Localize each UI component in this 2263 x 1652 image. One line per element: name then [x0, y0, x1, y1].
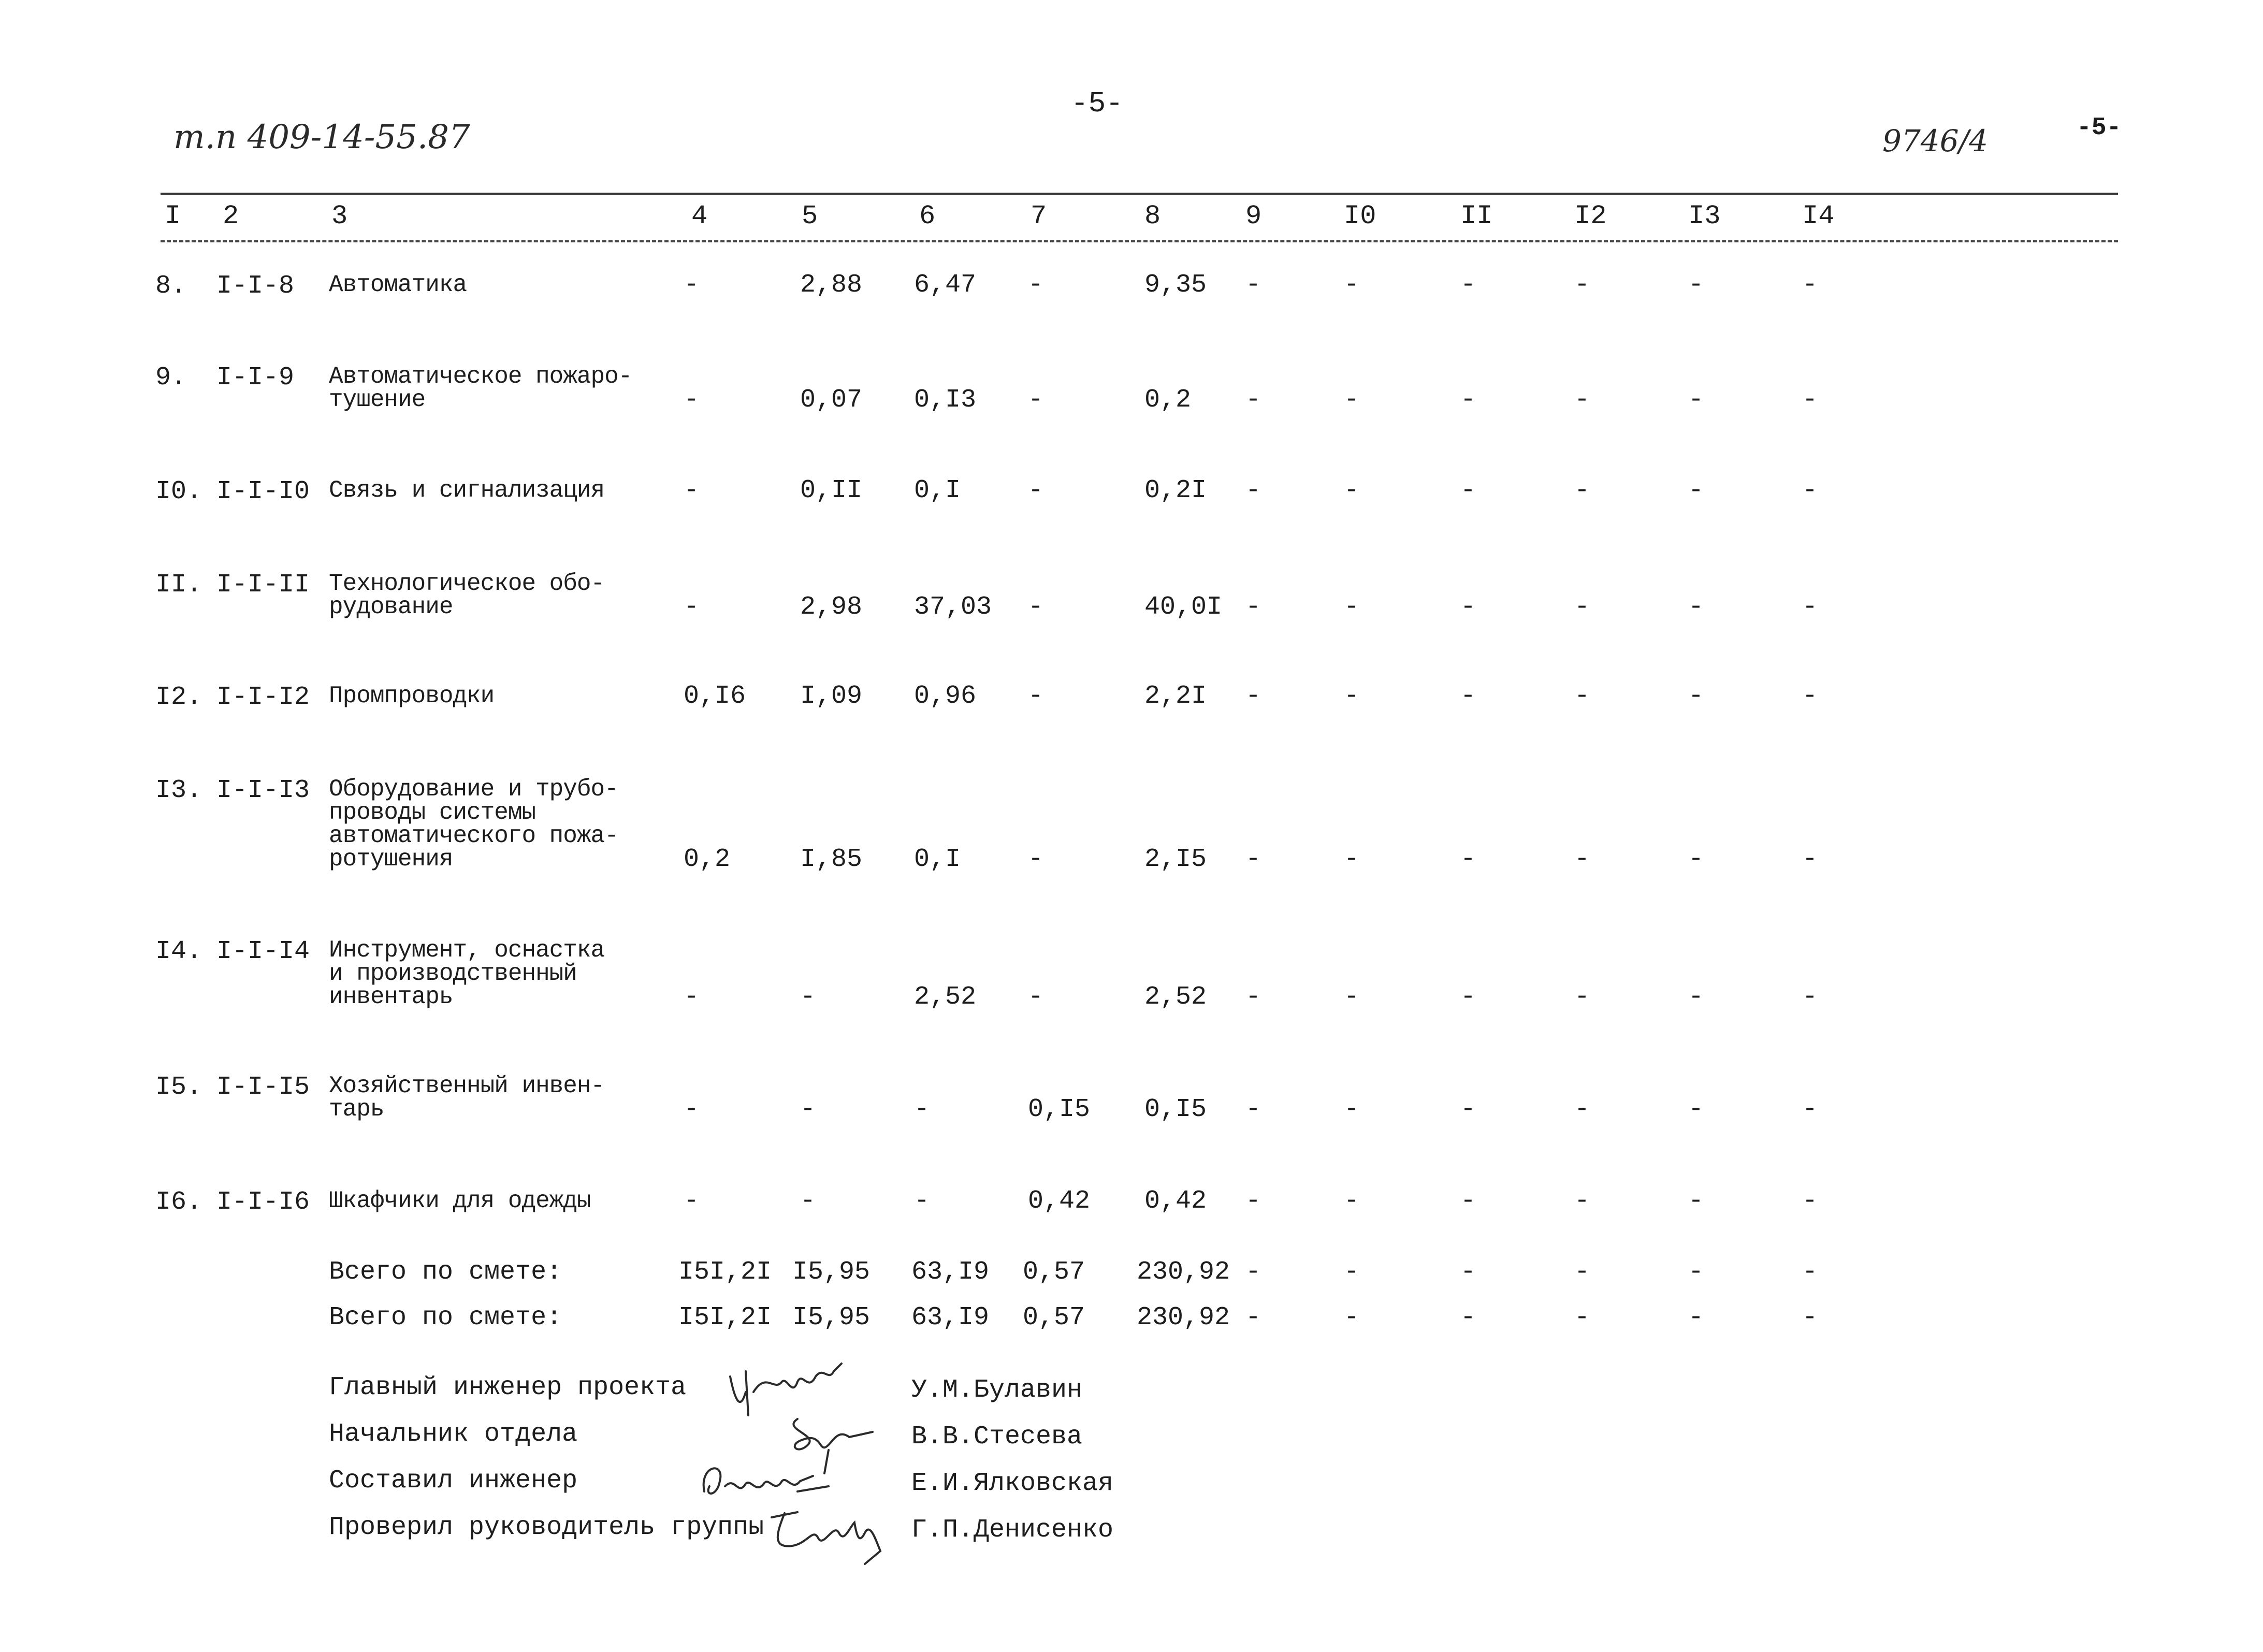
- cell-empty: -: [1344, 270, 1360, 300]
- cell-c7: -: [1028, 592, 1044, 622]
- cell-empty: -: [1245, 1257, 1261, 1287]
- cell-c6: 6,47: [914, 270, 977, 300]
- column-header: II: [1460, 201, 1493, 231]
- cell-empty: -: [1574, 982, 1590, 1012]
- cell-c5: 0,II: [800, 476, 863, 505]
- row-code: I-I-I6: [216, 1187, 310, 1217]
- row-description: Промпроводки: [329, 683, 495, 709]
- row-description: ротушения: [329, 846, 453, 873]
- cell-empty: -: [1802, 1303, 1818, 1332]
- cell-c6: 37,03: [914, 592, 992, 622]
- row-number: I6.: [155, 1187, 202, 1217]
- signature-role: Начальник отдела: [329, 1419, 578, 1449]
- cell-empty: -: [1344, 682, 1360, 711]
- cell-empty: -: [1245, 1303, 1261, 1332]
- cell-empty: -: [1245, 476, 1261, 505]
- row-code: I-I-I3: [216, 776, 310, 805]
- cell-c5: I,85: [800, 845, 863, 874]
- total-c4: I5I,2I: [678, 1257, 772, 1287]
- row-description: Автоматическое пожаро-: [329, 363, 632, 390]
- column-header: 5: [802, 201, 818, 231]
- cell-c4: -: [684, 385, 700, 415]
- row-code: I-I-I2: [216, 683, 310, 712]
- row-number: I5.: [155, 1073, 202, 1102]
- cell-c5: 0,07: [800, 385, 863, 415]
- cell-c4: -: [684, 1186, 700, 1216]
- row-number: II.: [155, 570, 202, 600]
- cell-empty: -: [1245, 1095, 1261, 1124]
- row-description: автоматического пожа-: [329, 822, 618, 849]
- cell-empty: -: [1688, 1303, 1704, 1332]
- cell-c8: 0,I5: [1144, 1095, 1207, 1124]
- cell-c4: -: [684, 270, 700, 300]
- cell-empty: -: [1574, 592, 1590, 622]
- cell-c8: 0,2I: [1144, 476, 1207, 505]
- cell-c6: 0,96: [914, 682, 977, 711]
- cell-empty: -: [1344, 1095, 1360, 1124]
- cell-empty: -: [1688, 1186, 1704, 1216]
- cell-empty: -: [1802, 845, 1818, 874]
- column-header: I4: [1802, 201, 1835, 231]
- column-header: 3: [331, 201, 348, 231]
- total-c6: 63,I9: [911, 1303, 990, 1332]
- column-header: 2: [223, 201, 239, 231]
- cell-c8: 0,2: [1144, 385, 1192, 415]
- cell-empty: -: [1688, 476, 1704, 505]
- total-c8: 230,92: [1137, 1257, 1230, 1287]
- cell-empty: -: [1688, 682, 1704, 711]
- cell-empty: -: [1245, 270, 1261, 300]
- cell-empty: -: [1460, 1095, 1476, 1124]
- row-code: I-I-I0: [216, 477, 310, 506]
- reference-number: 9746/4: [1882, 123, 1989, 158]
- column-header: 8: [1144, 201, 1161, 231]
- cell-c5: -: [800, 982, 816, 1012]
- row-number: I0.: [155, 477, 202, 506]
- cell-c5: 2,98: [800, 592, 863, 622]
- cell-empty: -: [1460, 845, 1476, 874]
- cell-empty: -: [1460, 476, 1476, 505]
- row-number: 9.: [155, 363, 187, 393]
- cell-empty: -: [1344, 845, 1360, 874]
- cell-empty: -: [1688, 385, 1704, 415]
- column-header: 6: [919, 201, 936, 231]
- row-code: I-I-II: [216, 570, 310, 600]
- cell-c8: 40,0I: [1144, 592, 1223, 622]
- cell-c8: 2,52: [1144, 982, 1207, 1012]
- row-code: I-I-I5: [216, 1073, 310, 1102]
- cell-c4: -: [684, 476, 700, 505]
- column-header: 7: [1031, 201, 1047, 231]
- cell-c8: 2,2I: [1144, 682, 1207, 711]
- cell-empty: -: [1460, 1257, 1476, 1287]
- top-rule: [161, 193, 2118, 195]
- cell-empty: -: [1688, 1095, 1704, 1124]
- row-number: I3.: [155, 776, 202, 805]
- page-number-right: -5-: [2077, 114, 2122, 142]
- cell-empty: -: [1245, 385, 1261, 415]
- cell-c6: 0,I3: [914, 385, 977, 415]
- cell-c6: 0,I: [914, 845, 961, 874]
- cell-empty: -: [1460, 1303, 1476, 1332]
- cell-empty: -: [1802, 476, 1818, 505]
- row-code: I-I-I4: [216, 937, 310, 966]
- header-bottom-rule: [161, 240, 2118, 242]
- signature-role: Составил инженер: [329, 1466, 578, 1496]
- cell-c8: 9,35: [1144, 270, 1207, 300]
- row-description: и производственный: [329, 960, 577, 987]
- row-number: I4.: [155, 937, 202, 966]
- row-description: Хозяйственный инвен-: [329, 1073, 605, 1099]
- cell-c6: -: [914, 1186, 930, 1216]
- cell-empty: -: [1802, 1186, 1818, 1216]
- cell-c4: 0,2: [684, 845, 731, 874]
- cell-c5: -: [800, 1095, 816, 1124]
- total-c7: 0,57: [1023, 1303, 1085, 1332]
- page-number-center: -5-: [1071, 87, 1123, 120]
- total-c6: 63,I9: [911, 1257, 990, 1287]
- row-code: I-I-8: [216, 271, 295, 301]
- cell-c8: 2,I5: [1144, 845, 1207, 874]
- row-code: I-I-9: [216, 363, 295, 393]
- cell-empty: -: [1460, 270, 1476, 300]
- signature-name: В.В.Стесева: [911, 1422, 1083, 1452]
- cell-empty: -: [1460, 1186, 1476, 1216]
- cell-empty: -: [1688, 270, 1704, 300]
- cell-empty: -: [1574, 682, 1590, 711]
- cell-c6: -: [914, 1095, 930, 1124]
- cell-empty: -: [1802, 592, 1818, 622]
- row-number: I2.: [155, 683, 202, 712]
- cell-c5: -: [800, 1186, 816, 1216]
- cell-empty: -: [1574, 476, 1590, 505]
- row-description: тарь: [329, 1096, 384, 1123]
- signature-role: Проверил руководитель группы: [329, 1513, 764, 1542]
- cell-empty: -: [1344, 476, 1360, 505]
- cell-empty: -: [1688, 982, 1704, 1012]
- row-description: Шкафчики для одежды: [329, 1187, 591, 1214]
- cell-c7: -: [1028, 982, 1044, 1012]
- cell-c6: 2,52: [914, 982, 977, 1012]
- total-c7: 0,57: [1023, 1257, 1085, 1287]
- row-description: тушение: [329, 386, 426, 413]
- cell-c5: I,09: [800, 682, 863, 711]
- row-description: проводы системы: [329, 799, 536, 826]
- cell-c7: -: [1028, 270, 1044, 300]
- cell-c8: 0,42: [1144, 1186, 1207, 1216]
- column-header: I0: [1344, 201, 1376, 231]
- cell-empty: -: [1802, 682, 1818, 711]
- cell-empty: -: [1460, 682, 1476, 711]
- totals-label: Всего по смете:: [329, 1303, 562, 1332]
- cell-empty: -: [1245, 682, 1261, 711]
- cell-c6: 0,I: [914, 476, 961, 505]
- cell-c4: 0,I6: [684, 682, 746, 711]
- column-header: 9: [1245, 201, 1262, 231]
- cell-empty: -: [1574, 385, 1590, 415]
- cell-c7: -: [1028, 476, 1044, 505]
- cell-c7: 0,I5: [1028, 1095, 1091, 1124]
- total-c5: I5,95: [792, 1257, 871, 1287]
- cell-empty: -: [1245, 845, 1261, 874]
- signature-name: У.М.Булавин: [911, 1375, 1083, 1405]
- cell-empty: -: [1574, 1095, 1590, 1124]
- row-number: 8.: [155, 271, 187, 301]
- cell-empty: -: [1344, 385, 1360, 415]
- cell-empty: -: [1460, 592, 1476, 622]
- row-description: рудование: [329, 593, 453, 620]
- cell-empty: -: [1802, 270, 1818, 300]
- signature-role: Главный инженер проекта: [329, 1373, 687, 1402]
- row-description: Инструмент, оснастка: [329, 937, 605, 964]
- column-header: I3: [1688, 201, 1721, 231]
- cell-empty: -: [1245, 982, 1261, 1012]
- cell-c4: -: [684, 1095, 700, 1124]
- cell-empty: -: [1688, 592, 1704, 622]
- cell-empty: -: [1344, 1303, 1360, 1332]
- totals-label: Всего по смете:: [329, 1257, 562, 1287]
- cell-empty: -: [1688, 845, 1704, 874]
- cell-empty: -: [1245, 1186, 1261, 1216]
- cell-c7: -: [1028, 385, 1044, 415]
- signature-denisenko: [761, 1502, 896, 1574]
- cell-c4: -: [684, 982, 700, 1012]
- cell-c7: -: [1028, 682, 1044, 711]
- cell-c7: -: [1028, 845, 1044, 874]
- signature-name: Е.И.Ялковская: [911, 1469, 1114, 1498]
- cell-empty: -: [1802, 385, 1818, 415]
- cell-c5: 2,88: [800, 270, 863, 300]
- signature-name: Г.П.Денисенко: [911, 1515, 1114, 1545]
- cell-empty: -: [1574, 1257, 1590, 1287]
- column-header: I: [165, 201, 181, 231]
- total-c4: I5I,2I: [678, 1303, 772, 1332]
- row-description: Связь и сигнализация: [329, 477, 605, 504]
- cell-empty: -: [1460, 385, 1476, 415]
- total-c5: I5,95: [792, 1303, 871, 1332]
- cell-c4: -: [684, 592, 700, 622]
- cell-empty: -: [1245, 592, 1261, 622]
- doc-code: т.п 409-14-55.87: [173, 118, 470, 156]
- cell-empty: -: [1344, 1186, 1360, 1216]
- cell-empty: -: [1344, 982, 1360, 1012]
- cell-empty: -: [1574, 270, 1590, 300]
- column-header: 4: [691, 201, 708, 231]
- column-header: I2: [1574, 201, 1607, 231]
- row-description: Автоматика: [329, 271, 467, 298]
- cell-empty: -: [1802, 1095, 1818, 1124]
- total-c8: 230,92: [1137, 1303, 1230, 1332]
- cell-empty: -: [1574, 845, 1590, 874]
- cell-empty: -: [1802, 982, 1818, 1012]
- cell-empty: -: [1802, 1257, 1818, 1287]
- row-description: инвентарь: [329, 983, 453, 1010]
- cell-empty: -: [1574, 1186, 1590, 1216]
- cell-empty: -: [1344, 592, 1360, 622]
- row-description: Технологическое обо-: [329, 570, 605, 597]
- row-description: Оборудование и трубо-: [329, 776, 618, 803]
- cell-c7: 0,42: [1028, 1186, 1091, 1216]
- cell-empty: -: [1460, 982, 1476, 1012]
- cell-empty: -: [1574, 1303, 1590, 1332]
- cell-empty: -: [1688, 1257, 1704, 1287]
- cell-empty: -: [1344, 1257, 1360, 1287]
